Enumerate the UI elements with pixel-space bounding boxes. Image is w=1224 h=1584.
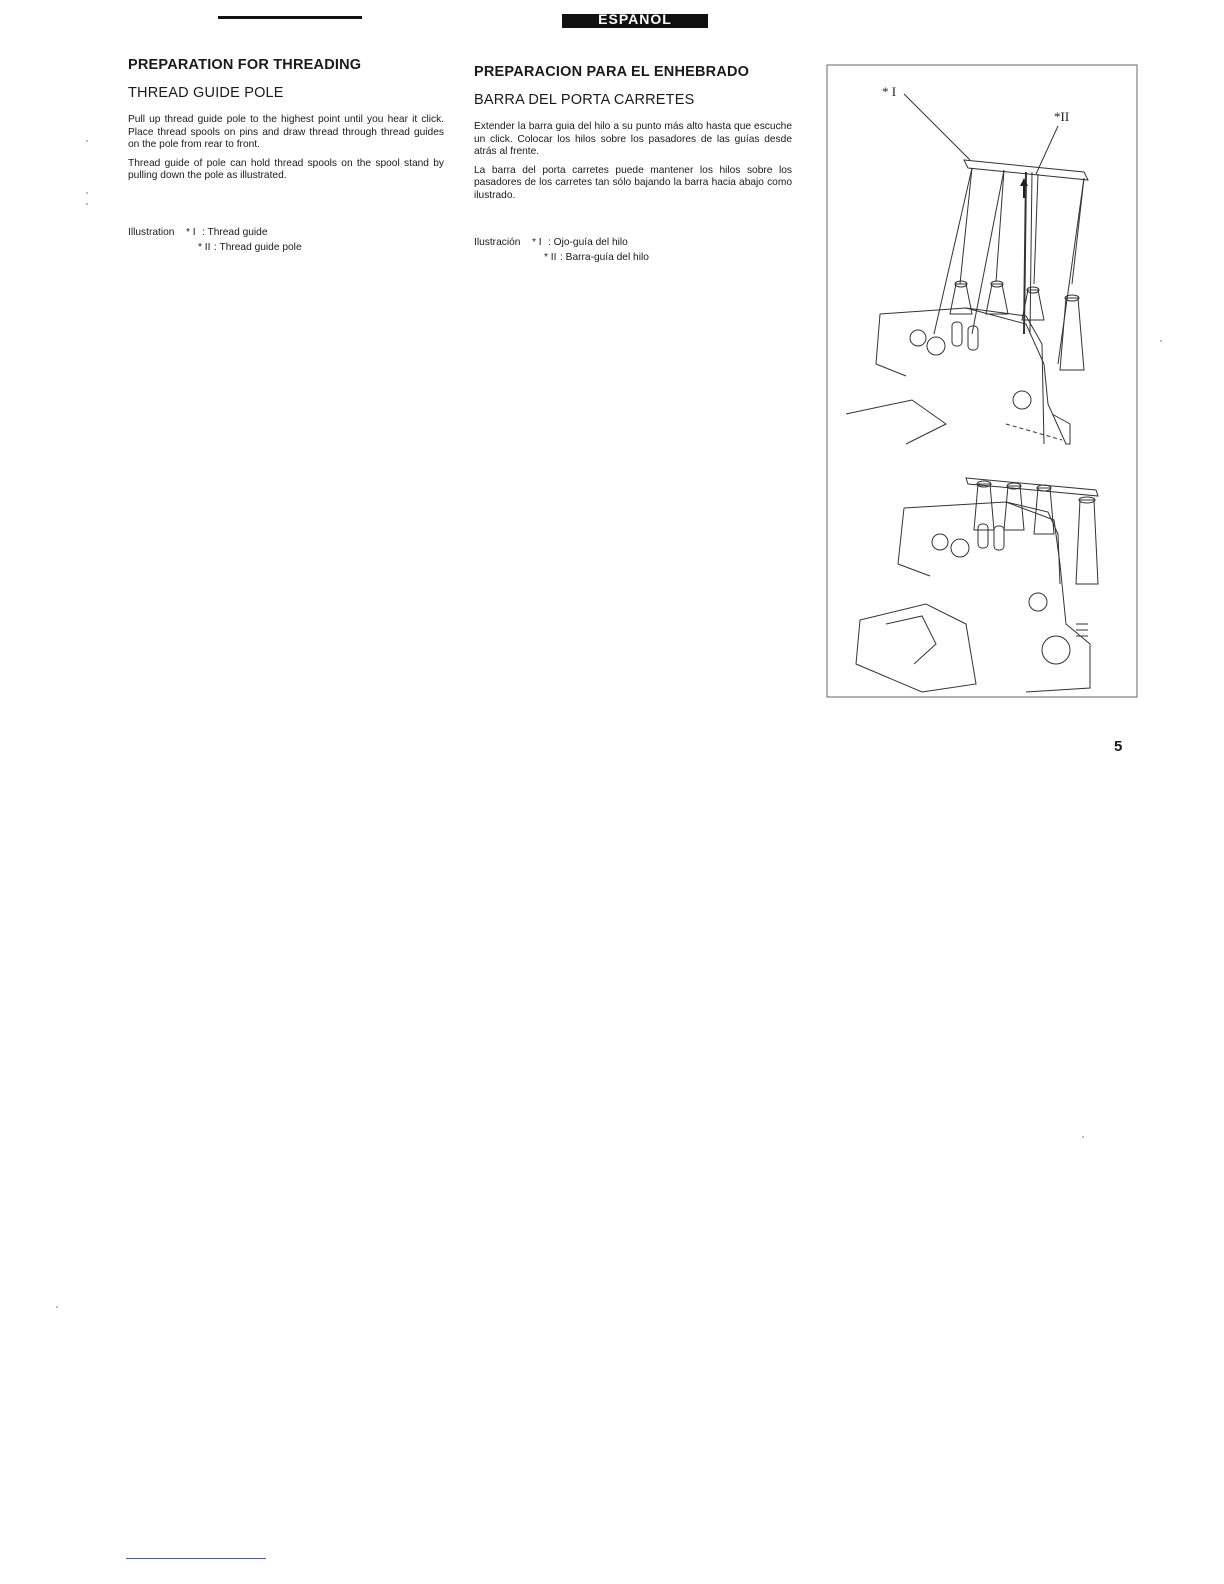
- top-machine-drawing: [846, 160, 1088, 444]
- english-legend-text-1: : Thread guide: [202, 226, 268, 238]
- tension-knob: [994, 526, 1004, 550]
- tension-dial: [927, 337, 945, 355]
- bottom-machine-drawing: [856, 478, 1098, 692]
- spanish-section: [474, 64, 792, 265]
- spool-icon: [1076, 497, 1098, 584]
- stitch-knob: [1029, 593, 1047, 611]
- tension-dial: [951, 539, 969, 557]
- stitch-knob: [1013, 391, 1031, 409]
- scan-speck: [86, 192, 88, 194]
- spanish-legend-text-1: : Ojo-guía del hilo: [548, 236, 628, 248]
- thread-line: [960, 168, 972, 284]
- spanish-subheading: BARRA DEL PORTA CARRETES: [474, 92, 695, 108]
- english-legend-label: Illustration: [128, 226, 175, 238]
- spool-icon: [1060, 295, 1084, 370]
- bottom-rule: [126, 1558, 266, 1559]
- english-paragraph-2: Thread guide of pole can hold thread spools on the spool stand by pulling down the pole as illustrated.: [128, 157, 444, 182]
- english-subheading: THREAD GUIDE POLE: [128, 85, 284, 101]
- spanish-heading: PREPARACION PARA EL ENHEBRADO: [474, 64, 750, 80]
- callout-thread-guide: * I: [882, 84, 897, 99]
- scan-speck: [56, 1306, 58, 1308]
- machine-head-bottom: [898, 508, 930, 576]
- tension-knob: [952, 322, 962, 346]
- scan-speck: [86, 203, 88, 205]
- spool-icon: [1004, 483, 1024, 530]
- english-section: [128, 57, 444, 255]
- scan-speck: [1082, 1136, 1084, 1138]
- serger-illustration-svg: [826, 64, 1138, 698]
- machine-base-top: [1006, 424, 1062, 440]
- thread-line: [1058, 178, 1084, 364]
- machine-outline-bottom: [904, 502, 1090, 692]
- machine-bed-top: [846, 400, 946, 444]
- thread-line: [996, 170, 1004, 282]
- spanish-legend: [474, 235, 792, 265]
- spanish-legend-marker-1: * I: [532, 236, 542, 248]
- spanish-legend-marker-2: * II: [544, 251, 557, 263]
- language-tab: ESPANOL: [562, 14, 708, 28]
- tension-dial: [932, 534, 948, 550]
- page-number: 5: [1114, 738, 1123, 755]
- figure-frame: [827, 65, 1137, 697]
- spanish-legend-label: Ilustración: [474, 236, 521, 248]
- english-legend: [128, 225, 444, 255]
- thread-line: [1034, 174, 1038, 284]
- english-legend-marker-2: * II: [198, 241, 211, 253]
- callout-leader-2: [1036, 126, 1058, 174]
- spool-icon: [974, 481, 994, 530]
- callout-thread-guide-pole: *II: [1054, 109, 1070, 124]
- guide-pole-top-edge: [1030, 172, 1032, 334]
- up-arrow-shaft: [1023, 186, 1025, 198]
- scan-speck: [1160, 340, 1162, 342]
- spool-icon: [986, 281, 1008, 314]
- callout-leader-1: [904, 94, 970, 160]
- spanish-paragraph-1: Extender la barra guia del hilo a su punto más alto hasta que escuche un click. Colocar los hilos sobre los pasadores de las guías desde atrás al frente.: [474, 121, 792, 158]
- spanish-paragraph-2: La barra del porta carretes puede mantener los hilos sobre los pasadores de los carretes tan sólo bajando la barra hacia abajo como ilustrado.: [474, 164, 792, 201]
- spanish-body: [474, 121, 792, 203]
- handwheel: [1042, 636, 1070, 664]
- tension-knob: [978, 524, 988, 548]
- scan-speck: [86, 140, 88, 142]
- header-rule: [218, 16, 362, 19]
- tension-dial: [910, 330, 926, 346]
- english-legend-marker-1: * I: [186, 226, 196, 238]
- english-heading: PREPARATION FOR THREADING: [128, 57, 362, 73]
- presser-foot-area: [886, 616, 936, 664]
- english-body: [128, 114, 444, 183]
- serger-illustration: [826, 64, 1138, 698]
- english-paragraph-1: Pull up thread guide pole to the highest point until you hear it click. Place thread spools on pins and draw thread through thread guides on the pole from rear to front.: [128, 114, 444, 151]
- spanish-legend-text-2: : Barra-guía del hilo: [560, 251, 649, 263]
- machine-outline-top: [880, 308, 1070, 444]
- english-legend-text-2: : Thread guide pole: [214, 241, 302, 253]
- machine-head-top: [876, 314, 906, 376]
